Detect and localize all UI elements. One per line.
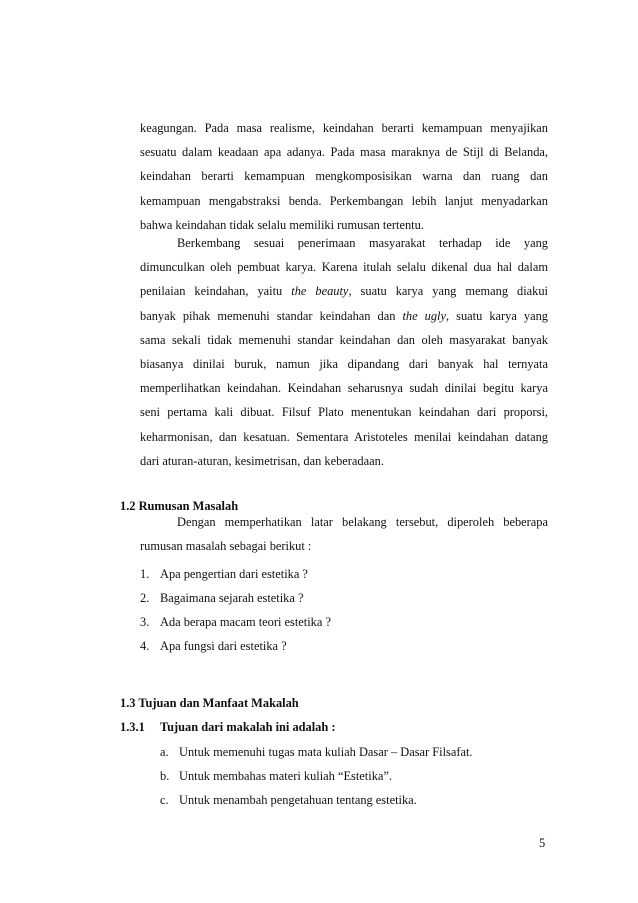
list-number: 4. <box>140 639 150 653</box>
text-line: seni pertama kali dibuat. Filsuf Plato menentukan keindahan dari proporsi, <box>140 405 548 420</box>
text-span: banyak pihak memenuhi standar keindahan dan <box>140 308 403 323</box>
objective-list <box>160 740 473 812</box>
text-span: , suatu karya yang memang diakui <box>348 284 548 299</box>
text-line: sesuatu dalam keadaan apa adanya. Pada masa maraknya de Stijl di Belanda, <box>140 145 548 160</box>
heading-tujuan-manfaat: 1.3 Tujuan dan Manfaat Makalah <box>120 696 299 710</box>
list-item <box>160 788 473 812</box>
paragraph-realism <box>140 116 548 237</box>
text-line: dari aturan-aturan, kesimetrisan, dan keberadaan. <box>140 453 384 468</box>
term-the-ugly: the ugly <box>402 308 446 323</box>
paragraph-beauty-ugly <box>140 231 548 473</box>
list-text: Untuk menambah pengetahuan tentang estetika. <box>179 793 417 807</box>
text-line: biasanya dinilai buruk, namun jika dipandang dari banyak hal ternyata <box>140 357 548 372</box>
text-line: keindahan berarti kemampuan mengkomposisikan warna dan ruang dan <box>140 169 548 184</box>
list-letter: c. <box>160 793 169 807</box>
text-line <box>140 304 548 328</box>
list-text: Untuk memenuhi tugas mata kuliah Dasar – Dasar Filsafat. <box>179 745 473 759</box>
list-item <box>140 562 331 586</box>
text-line <box>140 279 548 303</box>
list-number: 1. <box>140 567 150 581</box>
list-text: Apa fungsi dari estetika ? <box>160 639 287 653</box>
page-number: 5 <box>539 836 546 850</box>
list-letter: a. <box>160 745 169 759</box>
problem-list <box>140 562 331 658</box>
list-number: 2. <box>140 591 150 605</box>
list-item <box>160 740 473 764</box>
list-text: Apa pengertian dari estetika ? <box>160 567 308 581</box>
list-text: Untuk membahas materi kuliah “Estetika”. <box>179 769 392 783</box>
text-span: penilaian keindahan, yaitu <box>140 284 292 299</box>
text-line: keharmonisan, dan kesatuan. Sementara Aristoteles menilai keindahan datang <box>140 429 548 444</box>
list-item <box>140 634 331 658</box>
subheading-number: 1.3.1 <box>120 720 145 734</box>
text-span: , suatu karya yang <box>445 308 548 323</box>
list-number: 3. <box>140 615 150 629</box>
text-line: Dengan memperhatikan latar belakang tersebut, diperoleh beberapa <box>177 515 548 529</box>
list-item <box>160 764 473 788</box>
list-letter: b. <box>160 769 170 783</box>
subheading-text: Tujuan dari makalah ini adalah : <box>160 720 336 734</box>
text-line: memperlihatkan keindahan. Keindahan seharusnya sudah dinilai begitu karya <box>140 381 548 396</box>
text-line: sama sekali tidak memenuhi standar keindahan dan oleh masyarakat banyak <box>140 332 548 347</box>
heading-rumusan-masalah: 1.2 Rumusan Masalah <box>120 499 239 513</box>
list-item <box>140 610 331 634</box>
term-the-beauty: the beauty <box>291 284 349 299</box>
subheading-tujuan <box>120 717 335 737</box>
text-line: keagungan. Pada masa realisme, keindahan berarti kemampuan menyajikan <box>140 121 548 135</box>
text-line: bahwa keindahan tidak selalu memiliki rumusan tertentu. <box>140 217 424 232</box>
text-line: rumusan masalah sebagai berikut : <box>140 539 312 554</box>
list-text: Bagaimana sejarah estetika ? <box>160 591 304 605</box>
text-line: dimunculkan oleh pembuat karya. Karena itulah selalu dikenal dua hal dalam <box>140 260 548 275</box>
list-item <box>140 586 331 610</box>
text-line: kemampuan mengabstraksi benda. Perkembangan lebih lanjut menyadarkan <box>140 193 548 208</box>
list-text: Ada berapa macam teori estetika ? <box>160 615 331 629</box>
paragraph-rumusan-intro <box>140 510 548 558</box>
text-line: Berkembang sesuai penerimaan masyarakat terhadap ide yang <box>177 236 548 250</box>
